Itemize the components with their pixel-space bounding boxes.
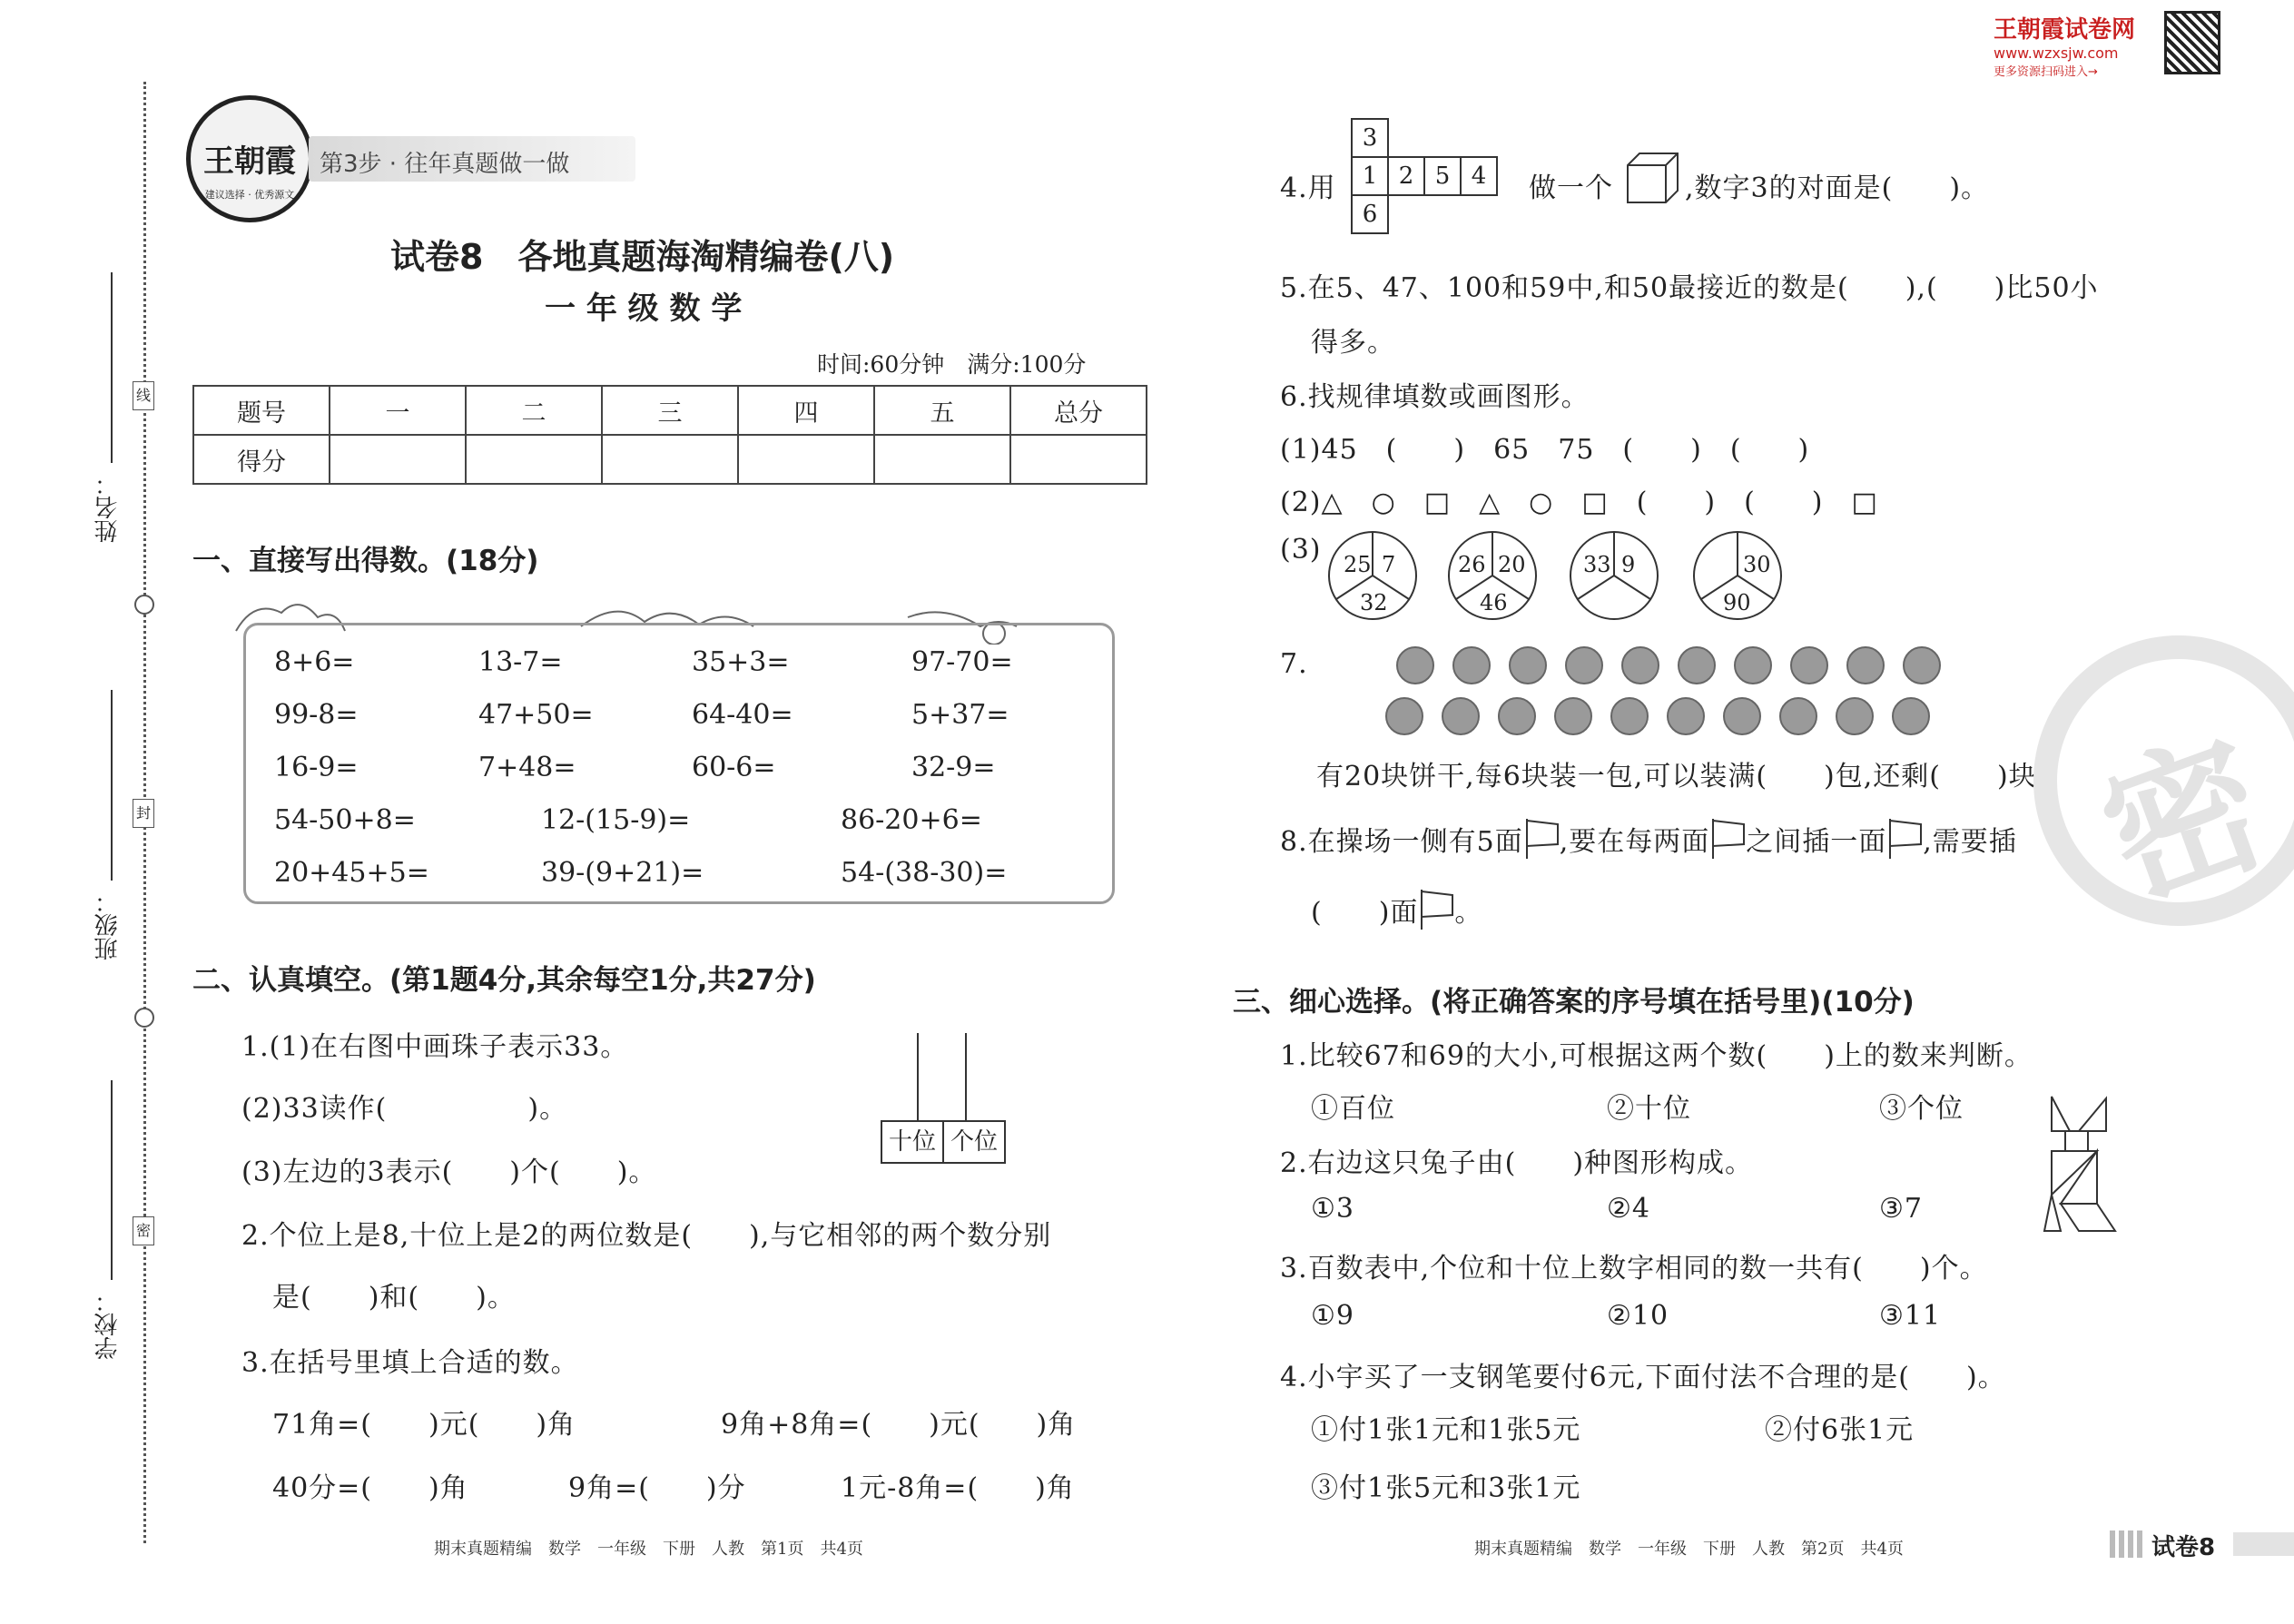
cookie-icon	[1442, 697, 1480, 735]
question-2-4-tail: ,数字3的对面是( )。	[1685, 172, 1990, 204]
calc-item: 32-9=	[911, 752, 996, 783]
option: ②10	[1607, 1300, 1669, 1332]
option: ③7	[1879, 1193, 1923, 1225]
question-2-5a: 5.在5、47、100和59中,和50最接近的数是( ),( )比50小	[1280, 272, 2099, 304]
question-3-2: 2.右边这只兔子由( )种图形构成。	[1280, 1147, 1754, 1179]
net-face: 1	[1351, 156, 1389, 196]
question-2-1-1: 1.(1)在右图中画珠子表示33。	[241, 1031, 629, 1063]
calc-item: 16-9=	[274, 752, 359, 783]
name-blank-line	[111, 272, 113, 463]
calc-item: 20+45+5=	[274, 857, 429, 889]
option: ③11	[1879, 1300, 1942, 1332]
circle-value: 46	[1480, 590, 1508, 615]
net-face: 2	[1387, 156, 1425, 196]
calc-item: 8+6=	[274, 646, 355, 678]
question-3-4: 4.小宇买了一支钢笔要付6元,下面付法不合理的是( )。	[1280, 1362, 2006, 1393]
pattern-2-shapes: △ ○ □ △ ○ □	[1321, 487, 1609, 518]
flag-icon	[1886, 817, 1923, 861]
cookie-icon	[1892, 697, 1930, 735]
score-header-cell: 四	[738, 386, 874, 435]
class-label: 班级：	[94, 890, 122, 960]
score-cell[interactable]	[874, 435, 1010, 484]
pattern-2-prefix: (2)	[1280, 487, 1322, 518]
section2-heading: 二、认真填空。(第1题4分,其余每空1分,共27分)	[192, 964, 816, 997]
question-2-3: 3.在括号里填上合适的数。	[241, 1347, 579, 1379]
score-cell[interactable]	[738, 435, 874, 484]
calc-item: 12-(15-9)=	[541, 804, 691, 836]
name-label: 姓名：	[94, 472, 122, 543]
pattern-2	[1280, 479, 1878, 519]
question-2-5b: 得多。	[1311, 327, 1395, 359]
brand-block	[1994, 11, 2135, 79]
pattern-1: (1)45 ( ) 65 75 ( ) ( )	[1280, 434, 1810, 466]
time-info: 时间:60分钟 满分:100分	[817, 351, 1087, 378]
score-cell[interactable]	[466, 435, 602, 484]
class-blank-line	[111, 690, 113, 881]
section1-heading: 一、直接写出得数。(18分)	[192, 545, 539, 577]
circle-value: 7	[1382, 552, 1396, 577]
abacus-rod-ones	[965, 1033, 967, 1122]
cookie-icon	[1846, 646, 1885, 684]
score-cell[interactable]	[330, 435, 466, 484]
option: ②付6张1元	[1765, 1414, 1915, 1446]
question-2-1-2: (2)33读作( )。	[241, 1093, 568, 1125]
calc-item: 5+37=	[911, 699, 1009, 731]
net-face: 4	[1460, 156, 1498, 196]
option: ②4	[1607, 1193, 1650, 1225]
calc-item: 86-20+6=	[841, 804, 982, 836]
publisher-logo: 王朝霞 建议选择 · 优秀源文	[186, 95, 313, 222]
calc-item: 99-8=	[274, 699, 359, 731]
secret-watermark: 密	[2033, 635, 2294, 926]
cube-icon	[1625, 151, 1681, 205]
step-banner: 第3步 · 往年真题做一做	[309, 136, 635, 182]
circle-pattern-group	[1325, 528, 1852, 625]
cookie-icon	[1565, 646, 1603, 684]
money-item: 9角+8角=( )元( )角	[721, 1409, 1077, 1441]
question-2-7-num: 7.	[1280, 648, 1308, 680]
question-2-4-prefix: 4.用	[1280, 172, 1336, 204]
footer-tab	[2233, 1532, 2294, 1556]
brand-tip: 更多资源扫码进入→	[1994, 65, 2098, 79]
cookie-icon	[1452, 646, 1491, 684]
seal-line: 线	[133, 381, 154, 410]
score-cell[interactable]	[602, 435, 738, 484]
abacus-ones-label: 个位	[950, 1128, 998, 1156]
question-2-2b: 是( )和( )。	[272, 1282, 516, 1314]
score-header-cell: 三	[602, 386, 738, 435]
cookie-icon	[1723, 697, 1761, 735]
option: ①3	[1311, 1193, 1354, 1225]
flag-icon	[1418, 888, 1454, 931]
cookie-icon	[1554, 697, 1592, 735]
question-2-7: 有20块饼干,每6块装一包,可以装满( )包,还剩( )块。	[1316, 761, 2065, 792]
calc-item: 13-7=	[478, 646, 563, 678]
net-face: 3	[1351, 118, 1389, 158]
question-2-6: 6.找规律填数或画图形。	[1280, 381, 1590, 413]
calc-item: 47+50=	[478, 699, 594, 731]
circle-value: 90	[1723, 590, 1751, 615]
section3-heading: 三、细心选择。(将正确答案的序号填在括号里)(10分)	[1233, 986, 1915, 1019]
cut-mark	[134, 595, 154, 615]
score-header-cell: 一	[330, 386, 466, 435]
footer-right: 期末真题精编 数学 一年级 下册 人教 第2页 共4页	[1474, 1540, 1904, 1559]
question-2-1-3: (3)左边的3表示( )个( )。	[241, 1156, 657, 1188]
option: ①9	[1311, 1300, 1354, 1332]
cookie-icon	[1610, 697, 1649, 735]
cookie-icon	[1678, 646, 1716, 684]
cookie-icon	[1621, 646, 1659, 684]
cut-mark	[134, 1008, 154, 1028]
money-item: 1元-8角=( )角	[841, 1472, 1075, 1504]
flag-icon	[1523, 817, 1560, 861]
cookie-icon	[1779, 697, 1817, 735]
cookie-icon	[1790, 646, 1828, 684]
net-face: 6	[1351, 194, 1389, 234]
cookie-icon	[1396, 646, 1434, 684]
question-2-8a: 8.在操场一侧有5面 ,要在每两面 之间插一面 ,需要插	[1280, 817, 2017, 861]
option: ②十位	[1607, 1093, 1691, 1125]
flag-icon	[1709, 817, 1746, 861]
abacus-tens-label: 十位	[882, 1122, 944, 1162]
question-2-2a: 2.个位上是8,十位上是2的两位数是( ),与它相邻的两个数分别	[241, 1220, 1052, 1252]
seal-seal: 封	[133, 799, 154, 828]
cookie-icon	[1903, 646, 1941, 684]
cookie-icon	[1385, 697, 1423, 735]
pattern-2-end: □	[1851, 487, 1878, 518]
exam-subject: 一 年 级 数 学	[545, 290, 743, 327]
calc-item: 54-(38-30)=	[841, 857, 1008, 889]
score-row-label: 得分	[193, 435, 330, 484]
question-2-8b: ( )面 。	[1311, 888, 1482, 931]
circle-value: 25	[1344, 552, 1372, 577]
net-face: 5	[1423, 156, 1462, 196]
brand-site: 王朝霞试卷网	[1994, 16, 2136, 44]
circle-value: 32	[1360, 590, 1388, 615]
option: ③付1张5元和3张1元	[1311, 1472, 1581, 1504]
question-3-1: 1.比较67和69的大小,可根据这两个数( )上的数来判断。	[1280, 1040, 2033, 1072]
brand-url: www.wzxsjw.com	[1994, 44, 2119, 62]
footer-stripe	[2110, 1530, 2146, 1558]
score-header-cell: 二	[466, 386, 602, 435]
seal-secret: 密	[133, 1216, 154, 1245]
cookie-icon	[1667, 697, 1705, 735]
footer-left: 期末真题精编 数学 一年级 下册 人教 第1页 共4页	[434, 1540, 863, 1559]
circle-value: 9	[1621, 552, 1636, 577]
calc-item: 54-50+8=	[274, 804, 416, 836]
calc-item: 60-6=	[692, 752, 776, 783]
option: ③个位	[1879, 1093, 1964, 1125]
tangram-rabbit-icon	[2043, 1095, 2124, 1249]
cookie-icon	[1498, 697, 1536, 735]
circle-value: 26	[1458, 552, 1486, 577]
cookie-icon	[1734, 646, 1772, 684]
abacus-rod-tens	[917, 1033, 919, 1122]
school-label: 学校：	[94, 1289, 122, 1360]
score-header-cell: 五	[874, 386, 1010, 435]
footer-tag: 试卷8	[2151, 1534, 2216, 1561]
score-header-cell: 总分	[1010, 386, 1147, 435]
calc-item: 39-(9+21)=	[541, 857, 704, 889]
question-3-3: 3.百数表中,个位和十位上数字相同的数一共有( )个。	[1280, 1253, 1988, 1284]
pattern-3-prefix: (3)	[1280, 534, 1322, 566]
cookie-icon	[1836, 697, 1874, 735]
circle-value: 20	[1498, 552, 1526, 577]
option: ①百位	[1311, 1093, 1395, 1125]
school-blank-line	[111, 1080, 113, 1280]
pattern-2-blanks: ( ) ( )	[1636, 487, 1824, 518]
circle-value: 33	[1583, 552, 1611, 577]
calc-item: 97-70=	[911, 646, 1013, 678]
abacus-base	[881, 1120, 1006, 1164]
question-2-4-suffix: 做一个	[1529, 172, 1613, 204]
circle-value: 30	[1743, 552, 1771, 577]
calc-item: 35+3=	[692, 646, 790, 678]
calc-item: 7+48=	[478, 752, 576, 783]
score-header-row	[193, 386, 1147, 435]
money-item: 40分=( )角	[272, 1472, 468, 1504]
score-header-cell: 题号	[193, 386, 330, 435]
option: ①付1张1元和1张5元	[1311, 1414, 1581, 1446]
money-item: 9角=( )分	[568, 1472, 746, 1504]
score-table	[192, 385, 1147, 485]
cookie-icon	[1509, 646, 1547, 684]
qr-code-icon[interactable]	[2164, 11, 2220, 74]
calc-item: 64-40=	[692, 699, 793, 731]
score-value-row	[193, 435, 1147, 484]
exam-title: 试卷8 各地真题海淘精编卷(八)	[390, 237, 895, 277]
money-item: 71角=( )元( )角	[272, 1409, 576, 1441]
score-cell[interactable]	[1010, 435, 1147, 484]
